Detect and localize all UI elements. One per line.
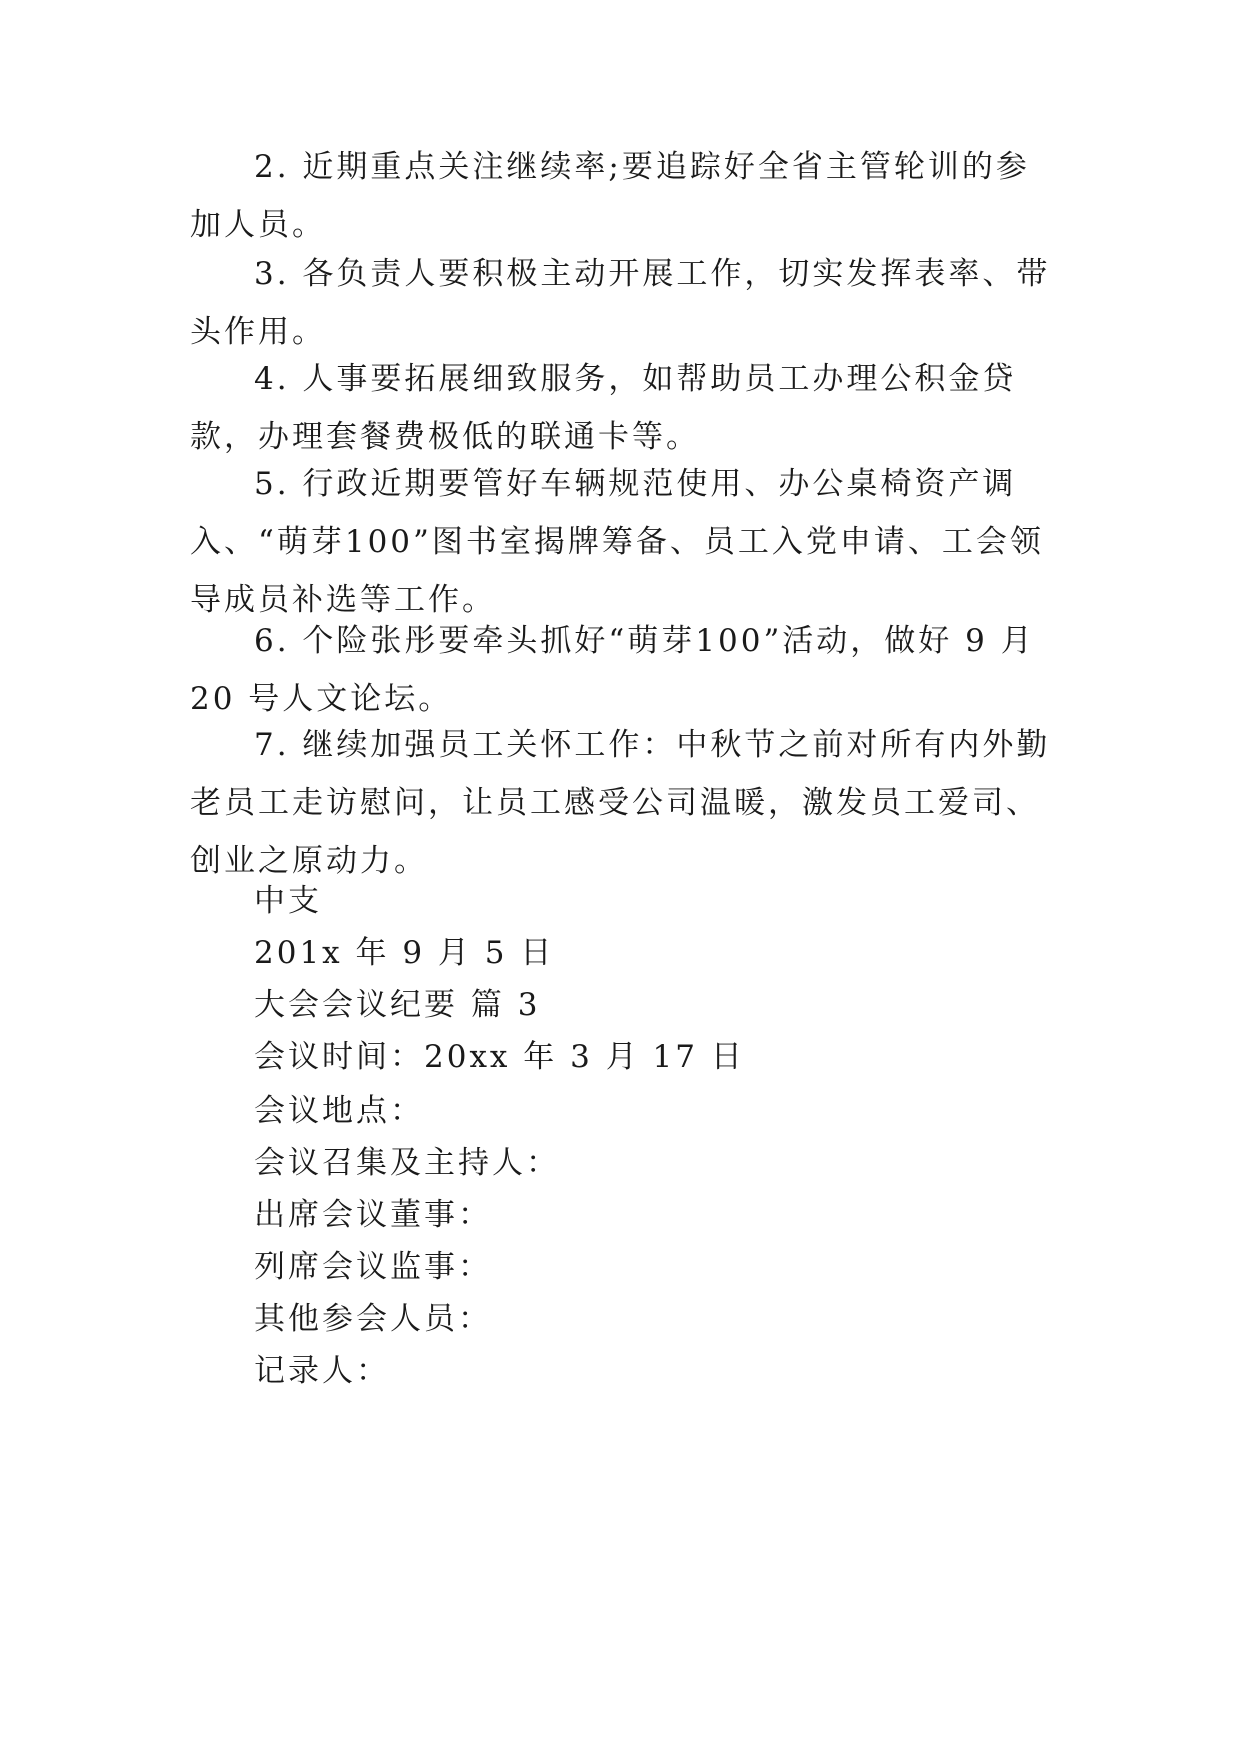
meeting-place: 会议地点： — [254, 1093, 424, 1129]
paragraph-item-3: 3. 各负责人要积极主动开展工作，切实发挥表率、带头作用。 — [190, 256, 1051, 350]
directors-present: 出席会议董事： — [254, 1197, 492, 1233]
section-title: 大会会议纪要 篇 3 — [254, 987, 541, 1023]
paragraph-item-4: 4. 人事要拓展细致服务，如帮助员工办理公积金贷款，办理套餐费极低的联通卡等。 — [190, 361, 1017, 455]
paragraph-item-6: 6. 个险张彤要牵头抓好“萌芽100”活动，做好 9 月 20 号人文论坛。 — [190, 623, 1048, 717]
signature-date: 201x 年 9 月 5 日 — [254, 935, 555, 971]
signature-org: 中支 — [254, 883, 322, 919]
recorder: 记录人： — [254, 1353, 390, 1389]
meeting-convener: 会议召集及主持人： — [254, 1145, 560, 1181]
other-attendees: 其他参会人员： — [254, 1301, 492, 1337]
paragraph-item-2: 2. 近期重点关注继续率;要追踪好全省主管轮训的参加人员。 — [190, 149, 1030, 243]
paragraph-item-7: 7. 继续加强员工关怀工作：中秋节之前对所有内外勤老员工走访慰问，让员工感受公司温暖，激发员工爱司、创业之原动力。 — [190, 727, 1051, 879]
meeting-time: 会议时间：20xx 年 3 月 17 日 — [254, 1039, 745, 1075]
paragraph-item-5: 5. 行政近期要管好车辆规范使用、办公桌椅资产调入、“萌芽100”图书室揭牌筹备、员工入党申请、工会领导成员补选等工作。 — [190, 466, 1044, 618]
supervisors-attending: 列席会议监事： — [254, 1249, 492, 1285]
